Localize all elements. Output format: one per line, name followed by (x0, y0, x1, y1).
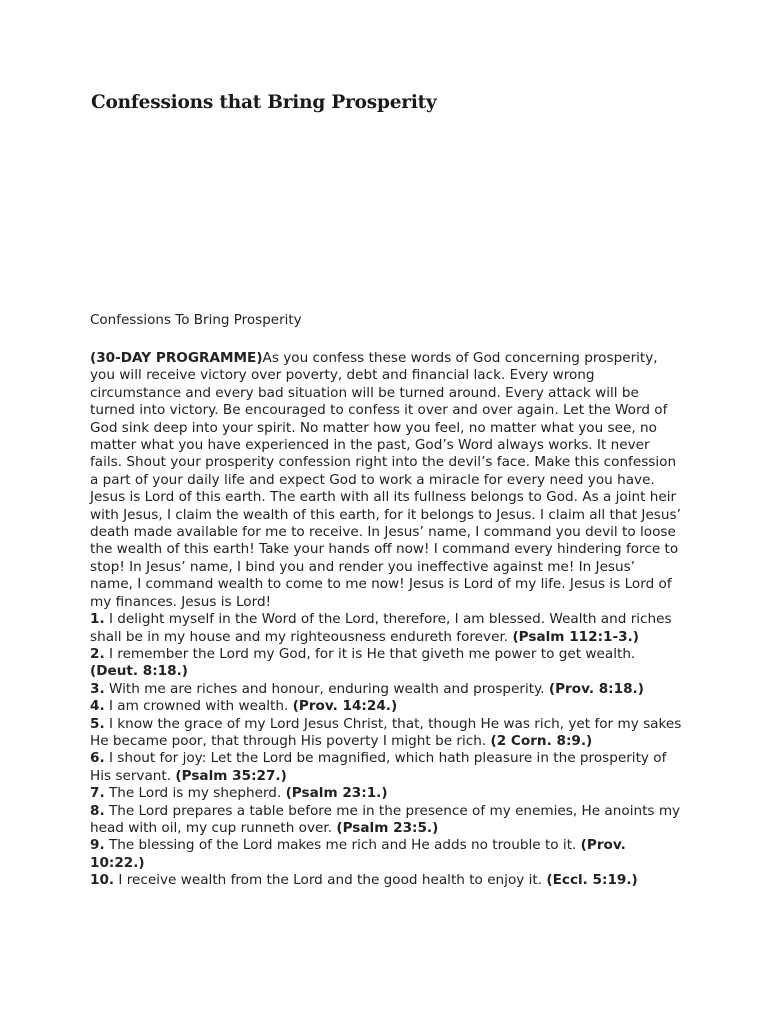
confession-number: 5. (90, 715, 105, 732)
confession-number: 6. (90, 750, 105, 767)
scripture-reference: (Psalm 23:5.) (336, 819, 439, 836)
confession-text: I know the grace of my Lord Jesus Christ, that, though He was rich, yet for my sakes He became poor, that through His poverty I might be rich. (90, 715, 682, 749)
scripture-reference: (Eccl. 5:19.) (546, 872, 638, 889)
confession-text: The Lord is my shepherd. (104, 785, 286, 802)
intro-paragraph (90, 350, 682, 611)
confession-item (90, 837, 682, 872)
confession-item (90, 785, 682, 802)
scripture-reference: (Prov. 14:24.) (292, 698, 398, 715)
confession-text: I receive wealth from the Lord and the good health to enjoy it. (114, 872, 547, 889)
scripture-reference: (Psalm 35:27.) (175, 767, 287, 784)
confession-text: I remember the Lord my God, for it is He that giveth me power to get wealth. (104, 645, 636, 662)
confession-number: 8. (90, 802, 105, 819)
confession-text: The Lord prepares a table before me in the presence of my enemies, He anoints my head with oil, my cup runneth over. (90, 802, 681, 836)
scripture-reference: (Prov. 10:22.) (90, 837, 626, 871)
document-body (90, 350, 682, 890)
confession-number: 9. (90, 837, 105, 854)
scripture-reference: (Psalm 23:1.) (285, 785, 388, 802)
confession-number: 10. (90, 872, 115, 889)
confession-item (90, 750, 682, 785)
scripture-reference: (Prov. 8:18.) (548, 680, 644, 697)
confession-text: I am crowned with wealth. (104, 698, 293, 715)
confession-number: 4. (90, 698, 105, 715)
confession-number: 1. (90, 611, 105, 628)
confession-item (90, 646, 682, 681)
intro-text: As you confess these words of God concerning prosperity, you will receive victory over poverty, debt and financial lack. Every wrong circumstance and every bad situation will be turned around. Every attack will be turned into victory. Be encouraged to confess it over and over again. Let the Word of God sink deep into your spirit. No matter how you feel, no matter what you see, no matter what you have experienced in the past, God’s Word always works. It never fails. Shout your prosperity confession right into the devil’s face. Make this confession a part of your daily life and expect God to work a miracle for every need you have. Jesus is Lord of this earth. The earth with all its fullness belongs to God. As a joint heir with Jesus, I claim the wealth of this earth, for it belongs to Jesus. I claim all that Jesus’ death made available for me to receive. In Jesus’ name, I command you devil to loose the wealth of this earth! Take your hands off now! I command every hindering force to stop! In Jesus’ name, I bind you and render you ineffective against me! In Jesus’ name, I command wealth to come to me now! Jesus is Lord of my life. Jesus is Lord of my finances. Jesus is Lord! (90, 350, 681, 610)
page-title: Confessions that Bring Prosperity (91, 92, 437, 113)
confession-item (90, 803, 682, 838)
confession-number: 3. (90, 680, 105, 697)
confession-item (90, 611, 682, 646)
scripture-reference: (Deut. 8:18.) (90, 663, 188, 680)
confession-text: The blessing of the Lord makes me rich and He adds no trouble to it. (104, 837, 581, 854)
confession-text: I delight myself in the Word of the Lord, therefore, I am blessed. Wealth and riches shall be in my house and my righteousness endureth forever. (90, 611, 672, 645)
confession-number: 2. (90, 645, 105, 662)
programme-label: (30-DAY PROGRAMME) (90, 350, 263, 366)
confession-item (90, 716, 682, 751)
section-subtitle: Confessions To Bring Prosperity (90, 312, 302, 328)
scripture-reference: (Psalm 112:1-3.) (512, 628, 639, 645)
confession-item (90, 698, 682, 715)
confession-item (90, 681, 682, 698)
confession-text: I shout for joy: Let the Lord be magnified, which hath pleasure in the prosperity of His servant. (90, 750, 667, 784)
confession-text: With me are riches and honour, enduring wealth and prosperity. (104, 680, 549, 697)
confession-number: 7. (90, 785, 105, 802)
scripture-reference: (2 Corn. 8:9.) (490, 732, 593, 749)
confession-item (90, 872, 682, 889)
